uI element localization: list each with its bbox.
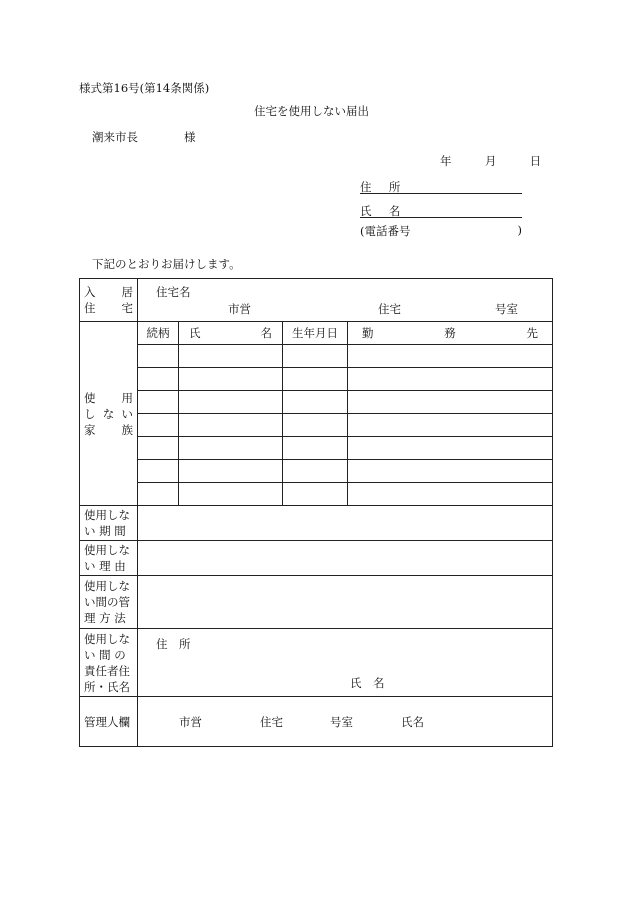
admin-room-caption: 号室 — [330, 715, 353, 729]
family-birth-cell[interactable] — [283, 437, 348, 460]
date-day: 日 — [529, 154, 542, 168]
residence-label-line-1: 入 居 — [84, 285, 133, 299]
header-work-2: 務 — [444, 326, 456, 340]
management-row — [80, 576, 553, 629]
reason-row — [80, 541, 553, 576]
responsible-name-caption: 氏 名 — [350, 676, 385, 690]
family-work-cell[interactable] — [348, 414, 553, 437]
name-label-2: 名 — [388, 204, 401, 218]
address-label-1: 住 — [360, 180, 372, 194]
table-row — [138, 345, 553, 368]
date-line — [440, 153, 541, 169]
form-title: 住宅を使用しない届出 — [254, 104, 369, 118]
residence-room-caption: 号室 — [495, 302, 518, 316]
reason-label-line-2: い 理 由 — [84, 559, 126, 573]
family-row — [80, 322, 553, 506]
admin-label — [80, 697, 138, 747]
header-name-2: 名 — [260, 326, 272, 340]
table-row — [138, 414, 553, 437]
family-birth-cell[interactable] — [283, 391, 348, 414]
family-label — [80, 322, 138, 506]
date-year: 年 — [440, 154, 452, 168]
residence-label — [80, 279, 138, 322]
responsible-address-caption: 住 所 — [156, 637, 191, 651]
responsible-value[interactable] — [138, 629, 553, 697]
residence-house-caption: 住宅 — [378, 302, 401, 316]
family-name-cell[interactable] — [179, 483, 283, 506]
family-name-cell[interactable] — [179, 437, 283, 460]
family-name-cell[interactable] — [179, 414, 283, 437]
address-field[interactable] — [360, 179, 522, 194]
form-table — [79, 278, 553, 747]
family-birth-cell[interactable] — [283, 368, 348, 391]
header-relation: 続柄 — [138, 322, 179, 345]
family-relation-cell[interactable] — [138, 483, 179, 506]
family-relation-cell[interactable] — [138, 368, 179, 391]
family-relation-cell[interactable] — [138, 345, 179, 368]
family-work-cell[interactable] — [348, 460, 553, 483]
header-work-3: 先 — [526, 326, 538, 340]
management-label-line-2: い間の管 — [84, 595, 130, 609]
family-label-line-2: し な い — [84, 406, 133, 421]
period-value[interactable] — [138, 506, 553, 541]
family-label-line-1: 使 用 — [84, 390, 133, 405]
admin-row — [80, 697, 553, 747]
family-relation-cell[interactable] — [138, 437, 179, 460]
period-label-line-2: い 期 間 — [84, 524, 126, 538]
family-label-line-3: 家 族 — [84, 422, 133, 437]
residence-value[interactable] — [138, 279, 553, 322]
responsible-label — [80, 629, 138, 697]
table-row — [138, 368, 553, 391]
phone-field[interactable] — [360, 223, 522, 239]
header-name-1: 氏 — [189, 326, 201, 340]
responsible-label-line-4: 所・氏名 — [84, 679, 130, 694]
family-birth-cell[interactable] — [283, 345, 348, 368]
family-table-cell — [138, 322, 553, 506]
management-label-line-1: 使用しな — [84, 579, 130, 593]
responsible-label-line-1: 使用しな — [84, 631, 130, 646]
period-label-line-1: 使用しな — [84, 508, 130, 522]
table-row — [138, 483, 553, 506]
family-birth-cell[interactable] — [283, 460, 348, 483]
phone-label: (電話番号 — [360, 224, 411, 238]
admin-value[interactable] — [138, 697, 553, 747]
management-label-line-3: 理 方 法 — [84, 611, 126, 625]
reason-label — [80, 541, 138, 576]
header-work — [348, 322, 553, 345]
family-work-cell[interactable] — [348, 368, 553, 391]
responsible-label-line-2: い 間 の — [84, 647, 126, 662]
form-number: 様式第16号(第14条関係) — [79, 81, 210, 95]
family-work-cell[interactable] — [348, 345, 553, 368]
family-work-cell[interactable] — [348, 437, 553, 460]
table-row — [138, 391, 553, 414]
table-row — [138, 437, 553, 460]
header-name — [179, 322, 283, 345]
management-value[interactable] — [138, 576, 553, 629]
phone-close: ) — [517, 223, 522, 237]
address-label-2: 所 — [388, 180, 401, 194]
reason-label-line-1: 使用しな — [84, 543, 130, 557]
residence-city-caption: 市営 — [228, 302, 251, 316]
header-work-1: 勤 — [362, 326, 374, 340]
table-row — [138, 460, 553, 483]
admin-label-text: 管理人欄 — [84, 714, 130, 729]
family-work-cell[interactable] — [348, 483, 553, 506]
date-month: 月 — [484, 154, 497, 168]
family-birth-cell[interactable] — [283, 414, 348, 437]
intro-text: 下記のとおりお届けします。 — [92, 257, 241, 271]
family-header-row — [138, 322, 553, 345]
residence-row — [80, 279, 553, 322]
name-field[interactable] — [360, 203, 522, 218]
admin-house-caption: 住宅 — [260, 715, 283, 729]
family-relation-cell[interactable] — [138, 391, 179, 414]
residence-label-line-2: 住 宅 — [84, 301, 133, 315]
reason-value[interactable] — [138, 541, 553, 576]
family-relation-cell[interactable] — [138, 460, 179, 483]
period-row — [80, 506, 553, 541]
residence-name-caption: 住宅名 — [156, 285, 191, 299]
family-name-cell[interactable] — [179, 460, 283, 483]
family-relation-cell[interactable] — [138, 414, 179, 437]
management-label — [80, 576, 138, 629]
header-birth: 生年月日 — [283, 322, 348, 345]
family-table — [137, 321, 553, 506]
honorific: 様 — [184, 130, 196, 144]
admin-city-caption: 市営 — [179, 715, 202, 729]
admin-name-caption: 氏名 — [401, 715, 424, 729]
family-birth-cell[interactable] — [283, 483, 348, 506]
family-work-cell[interactable] — [348, 391, 553, 414]
family-name-cell[interactable] — [179, 368, 283, 391]
period-label — [80, 506, 138, 541]
family-name-cell[interactable] — [179, 391, 283, 414]
addressee: 潮来市長 — [92, 130, 138, 144]
responsible-label-line-3: 責任者住 — [84, 663, 130, 678]
name-label-1: 氏 — [360, 204, 372, 218]
responsible-row — [80, 629, 553, 697]
family-name-cell[interactable] — [179, 345, 283, 368]
